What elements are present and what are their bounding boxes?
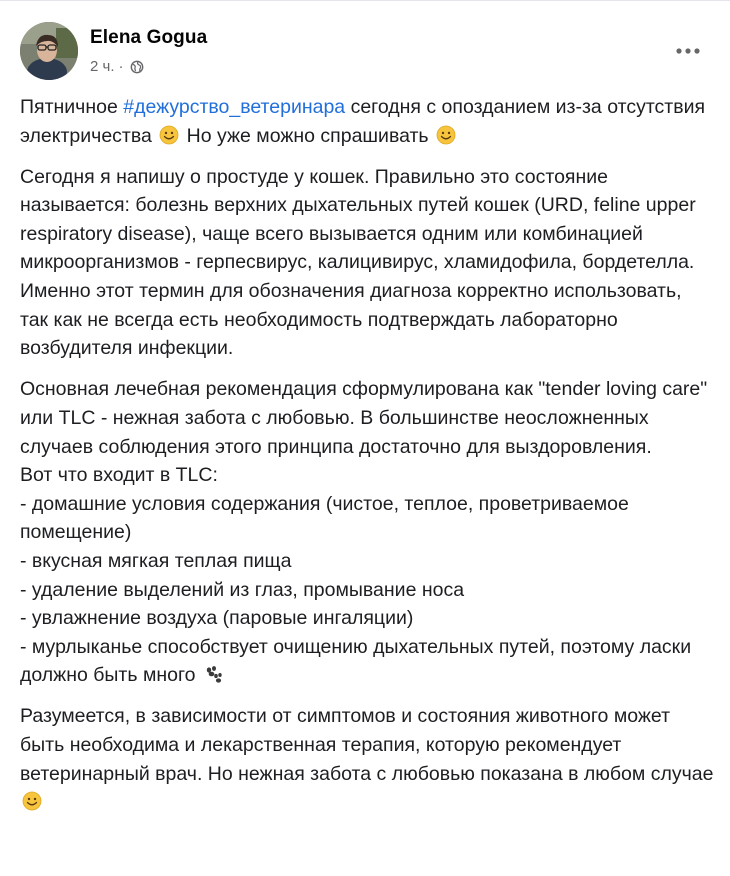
post-text [20, 93, 715, 829]
globe-icon[interactable] [130, 60, 144, 74]
more-horizontal-icon [675, 47, 701, 55]
smiley-emoji-icon [22, 791, 42, 811]
post-time[interactable]: 2 ч. [90, 58, 115, 75]
post-meta [90, 58, 144, 75]
paragraph-intro: Пятничное #дежурство_ветеринара сегодня с опозданием из-за отсутствия электричества Но уже можно спрашивать [20, 96, 706, 147]
avatar-image [20, 22, 78, 80]
smiley-emoji-icon [436, 125, 456, 145]
meta-separator: · [118, 58, 124, 75]
tlc-list-title: Вот что входит в TLC: [20, 464, 218, 487]
paragraph-urd: Сегодня я напишу о простуде у кошек. Правильно это состояние называется: болезнь верхних дыхательных путей кошек (URD, feline upper respiratory disease), чаще всего вызывается одним или комбинацией микроорганизмов - герпесвирус, калицивирус, хламидофила, бордетелла. Именно этот термин для обозначения диагноза корректно использовать, так как не всегда есть необходимость подтверждать лабораторно возбудителя инфекции. [20, 165, 696, 360]
list-item: - удаление выделений из глаз, промывание носа [20, 578, 465, 601]
post-options-button[interactable] [670, 37, 706, 65]
author-name[interactable]: Elena Gogua [90, 27, 208, 48]
smiley-emoji-icon [159, 125, 179, 145]
list-item: - вкусная мягкая теплая пища [20, 549, 292, 572]
list-item: - домашние условия содержания (чистое, теплое, проветриваемое помещение) [20, 492, 629, 544]
post-header [18, 19, 712, 85]
paragraph-conclusion: Разумеется, в зависимости от симптомов и состояния животного может быть необходима и лекарственная терапия, которую рекомендует ветеринарный врач. Но нежная забота с любовью показана в любом случае [20, 702, 715, 816]
avatar[interactable] [20, 22, 78, 80]
list-item: - мурлыканье способствует очищению дыхательных путей, поэтому ласки должно быть много [20, 635, 692, 687]
paw-prints-emoji-icon [203, 664, 223, 684]
paragraph-tlc [20, 375, 715, 690]
list-item-last [20, 633, 715, 690]
tlc-intro: Основная лечебная рекомендация сформулирована как "tender loving care" или TLC - нежная забота с любовью. В большинстве неосложненных случаев соблюдения этого принципа достаточно для выздоровления. [20, 378, 708, 458]
hashtag-link[interactable]: #дежурство_ветеринара [123, 96, 346, 118]
list-item: - увлажнение воздуха (паровые ингаляции) [20, 607, 414, 630]
